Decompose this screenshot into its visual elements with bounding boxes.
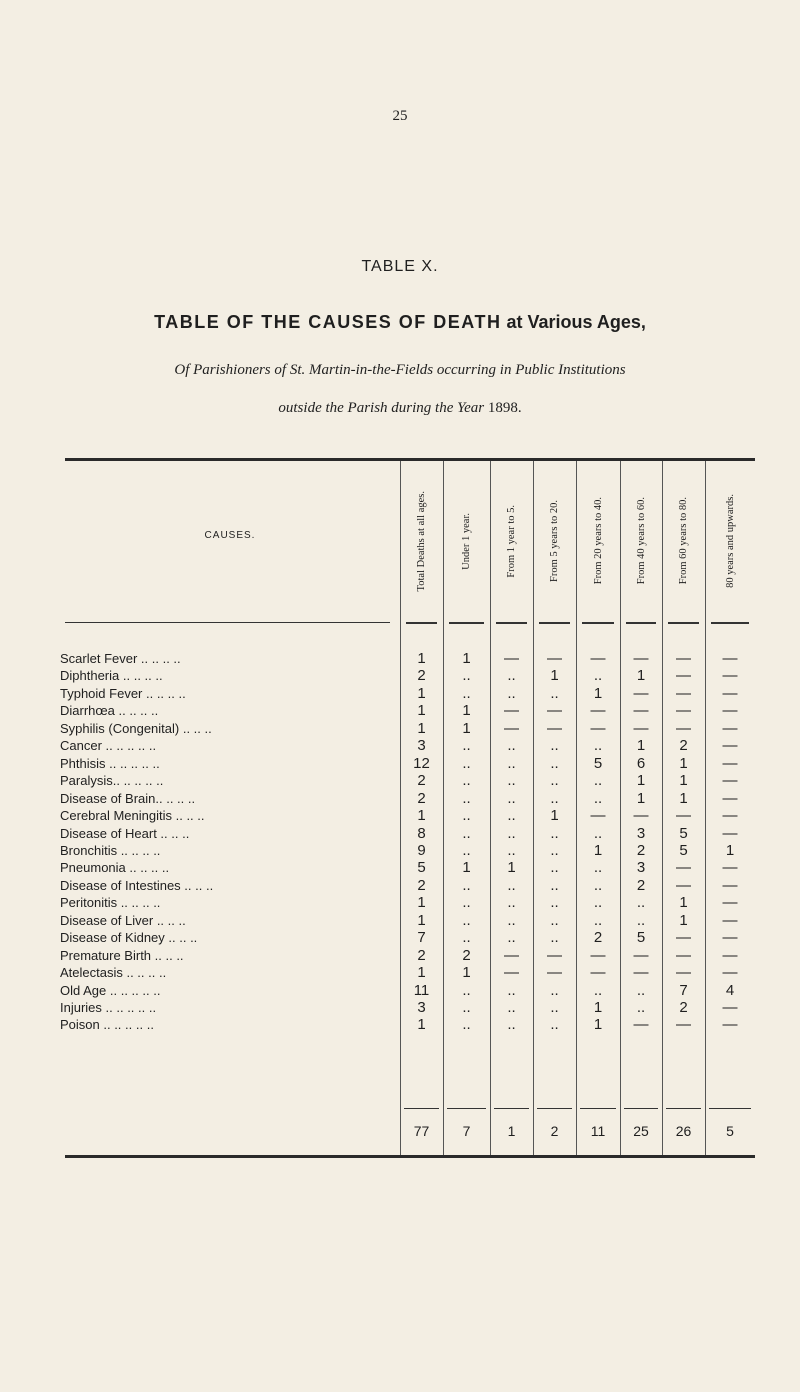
table-cell: .. [507,684,516,702]
table-cell: 1 [417,684,426,702]
table-cell: — [722,684,738,702]
table-cell: .. [462,772,471,790]
table-cell: — [547,702,562,720]
table-cell: — [590,719,606,737]
table-cell: .. [462,789,471,807]
total-underline [709,1108,751,1109]
table-cell: — [504,650,519,667]
table-cell: .. [593,824,603,842]
table-cell: .. [507,999,516,1016]
table-row [0,982,800,1000]
table-cell: 5 [636,929,646,947]
cause-label: Diarrhœa .. .. .. .. [60,703,159,719]
table-cell: — [722,650,738,667]
table-row [0,877,800,895]
column-header-6 [620,466,662,616]
cause-label: Cancer .. .. .. .. .. [60,738,157,754]
table-cell: 5 [679,841,688,859]
table-cell: .. [550,789,559,807]
table-cell: 1 [636,772,646,790]
table-cell: .. [550,894,559,912]
table-cell: .. [593,859,603,877]
total-cell: 2 [550,1123,559,1139]
table-cell: .. [550,876,559,894]
table-cell: — [676,667,691,685]
title-rest: at Various Ages, [506,312,646,332]
table-cell: — [722,737,738,755]
column-header-1 [400,466,443,616]
table-cell: — [504,964,519,982]
cause-label: Cerebral Meningitis .. .. .. [60,808,205,824]
table-cell: .. [593,789,603,807]
table-cell: — [722,894,738,912]
table-cell: .. [462,929,471,947]
table-cell: — [590,964,606,982]
table-cell: — [547,946,562,964]
table-cell: .. [462,824,471,842]
table-cell: — [590,650,606,667]
table-cell: — [676,946,691,964]
table-cell: — [676,684,691,702]
table-cell: 5 [679,824,688,842]
total-underline [447,1108,486,1109]
table-cell: 2 [636,876,646,894]
table-cell: — [722,754,738,772]
table-cell: .. [507,876,516,894]
table-cell: .. [636,999,646,1016]
table-cell: .. [593,911,603,929]
table-row [0,999,800,1017]
table-cell: .. [636,981,646,999]
table-row [0,755,800,773]
total-underline [580,1108,616,1109]
header-underline [496,622,527,624]
table-cell: .. [550,981,559,999]
column-header-label: From 5 years to 20. [549,500,560,582]
title-main: TABLE OF THE CAUSES OF DEATH [154,312,502,332]
table-cell: — [590,807,606,825]
table-cell: 2 [679,737,688,755]
table-row [0,702,800,720]
table-cell: .. [462,684,471,702]
table-cell: .. [550,737,559,755]
table-cell: — [590,702,606,720]
table-cell: .. [636,894,646,912]
table-cell: 2 [593,929,603,947]
table-cell: — [676,807,691,825]
total-cell: 7 [462,1123,471,1139]
table-cell: — [722,876,738,894]
table-row [0,685,800,703]
table-cell: 1 [679,894,688,912]
table-row [0,912,800,930]
table-cell: — [676,876,691,894]
table-cell: — [722,999,738,1016]
table-cell: — [676,859,691,877]
table-cell: .. [462,737,471,755]
subtitle-text: outside the Parish during the Year [278,400,485,416]
table-cell: .. [593,667,603,685]
table-cell: — [547,964,562,982]
table-row [0,720,800,738]
table-cell: — [676,964,691,982]
table-cell: 1 [725,841,735,859]
table-cell: — [722,824,738,842]
table-row [0,859,800,877]
table-cell: — [633,719,649,737]
table-cell: — [722,964,738,982]
table-cell: 1 [417,964,426,982]
table-cell: 1 [462,859,471,877]
table-cell: .. [550,684,559,702]
table-cell: — [722,807,738,825]
table-cell: 1 [507,859,516,877]
table-cell: 7 [417,929,426,947]
subtitle-line-1: Of Parishioners of St. Martin-in-the-Fields occurring in Public Institutions [174,362,626,378]
table-cell: 2 [417,667,426,685]
cause-label: Disease of Brain.. .. .. .. [60,790,196,806]
cause-label: Phthisis .. .. .. .. .. [60,755,160,771]
table-cell: 2 [417,772,426,790]
table-cell: 9 [417,841,426,859]
table-cell: — [633,1016,649,1034]
table-cell: .. [507,981,516,999]
cause-label: Scarlet Fever .. .. .. .. [60,651,181,666]
column-header-label: Total Deaths at all ages. [416,490,427,592]
table-cell: .. [550,911,559,929]
page-number: 25 [392,108,408,124]
table-row [0,964,800,982]
table-bottom-rule [65,1155,755,1158]
table-cell: .. [462,754,471,772]
table-cell: — [722,789,738,807]
table-row [0,1016,800,1034]
table-cell: 1 [636,667,646,685]
table-cell: .. [550,999,559,1016]
table-cell: — [722,702,738,720]
table-cell: .. [462,1016,471,1034]
table-cell: — [722,719,738,737]
table-cell: 1 [550,667,559,685]
table-row [0,772,800,790]
table-cell: — [722,946,738,964]
table-cell: — [676,702,691,720]
table-cell: .. [550,772,559,790]
column-header-2 [443,466,490,616]
table-cell: .. [462,876,471,894]
table-cell: 1 [417,1016,426,1034]
table-cell: 1 [593,1016,603,1034]
subtitle-year: 1898. [487,400,522,416]
table-cell: .. [550,859,559,877]
total-underline [404,1108,439,1109]
header-underline [406,622,437,624]
table-cell: — [633,807,649,825]
table-cell: 1 [417,650,426,667]
header-underline [626,622,656,624]
table-cell: .. [462,841,471,859]
table-cell: 4 [725,981,735,999]
table-cell: — [504,702,519,720]
page-title [0,312,800,333]
column-header-label: 80 years and upwards. [724,494,736,588]
table-cell: — [504,946,519,964]
table-cell: .. [636,911,646,929]
table-cell: .. [507,772,516,790]
table-cell: .. [550,754,559,772]
column-header-8 [705,466,755,616]
table-cell: .. [550,841,559,859]
table-cell: .. [462,999,471,1016]
table-cell: — [722,911,738,929]
table-top-rule [65,458,755,461]
table-row [0,807,800,825]
table-cell: 2 [679,999,688,1016]
table-cell: — [676,929,691,947]
total-cell: 77 [413,1123,430,1139]
column-header-label: From 20 years to 40. [592,497,604,585]
table-cell: 5 [417,859,426,877]
cause-label: Injuries .. .. .. .. .. [60,1000,157,1015]
cause-label: Paralysis.. .. .. .. .. [60,773,164,789]
table-cell: — [676,719,691,737]
table-cell: — [633,702,649,720]
table-cell: .. [462,667,471,685]
table-cell: .. [593,772,603,790]
total-cell: 26 [675,1123,692,1139]
table-cell: 1 [417,894,426,912]
cause-label: Poison .. .. .. .. .. [60,1017,154,1033]
table-cell: — [676,650,691,667]
table-row [0,667,800,685]
table-cell: 3 [636,824,646,842]
cause-label: Disease of Liver .. .. .. [60,912,186,928]
total-underline [666,1108,701,1109]
total-cell: 1 [507,1123,516,1139]
table-cell: — [590,946,606,964]
table-cell: — [633,684,649,702]
table-row [0,929,800,947]
table-cell: — [722,929,738,947]
cause-label: Peritonitis .. .. .. .. [60,895,161,911]
table-cell: .. [462,981,471,999]
table-cell: 1 [593,684,603,702]
column-header-3 [490,466,533,616]
header-underline [539,622,570,624]
header-underline [65,622,390,623]
table-cell: 1 [417,719,426,737]
table-cell: — [722,859,738,877]
table-cell: .. [593,894,603,912]
header-underline [668,622,699,624]
table-cell: 1 [636,789,646,807]
header-underline [449,622,484,624]
table-cell: 1 [679,754,688,772]
table-cell: 1 [679,789,688,807]
table-cell: 1 [417,702,426,720]
table-cell: — [722,772,738,790]
table-cell: 2 [417,876,426,894]
cause-label: Disease of Kidney .. .. .. [60,930,198,946]
table-cell: .. [507,737,516,755]
table-cell: 7 [679,981,688,999]
table-cell: 3 [636,859,646,877]
table-cell: 3 [417,999,426,1016]
table-cell: 1 [417,911,426,929]
cause-label: Premature Birth .. .. .. [60,947,184,963]
column-header-7 [662,466,705,616]
column-header-label: From 1 year to 5. [506,504,517,578]
table-cell: 1 [593,999,603,1016]
table-cell: .. [593,737,603,755]
table-cell: 2 [636,841,646,859]
cause-label: Bronchitis .. .. .. .. [60,842,161,858]
table-cell: 1 [417,807,426,825]
table-cell: — [722,1016,738,1034]
table-cell: 8 [417,824,426,842]
column-header-label: From 60 years to 80. [678,497,689,585]
table-cell: — [633,964,649,982]
cause-label: Diphtheria .. .. .. .. [60,668,163,684]
table-cell: 1 [462,702,471,720]
table-cell: — [722,667,738,685]
column-header-4 [533,466,576,616]
table-cell: .. [507,1016,516,1034]
cause-label: Typhoid Fever .. .. .. .. [60,685,186,701]
subtitle-line-2 [0,400,800,417]
table-cell: .. [507,929,516,947]
table-row [0,947,800,965]
table-cell: .. [507,894,516,912]
table-cell: .. [507,754,516,772]
header-underline [582,622,614,624]
total-cell: 11 [590,1123,606,1139]
total-cell: 5 [726,1123,734,1139]
table-cell: — [547,719,562,737]
table-cell: .. [462,894,471,912]
table-row [0,842,800,860]
table-cell: 5 [593,754,603,772]
cause-label: Disease of Intestines .. .. .. [60,877,214,893]
table-cell: .. [507,841,516,859]
table-cell: 6 [636,754,646,772]
table-cell: .. [507,789,516,807]
table-cell: .. [462,911,471,929]
total-cell: 25 [633,1123,649,1139]
table-cell: 1 [550,807,559,825]
table-row [0,650,800,668]
header-underline [711,622,749,624]
table-cell: 11 [413,981,430,999]
column-header-5 [576,466,620,616]
column-header-label: Under 1 year. [461,512,472,570]
table-row [0,790,800,808]
table-cell: .. [462,807,471,825]
table-cell: .. [593,876,603,894]
table-cell: .. [550,929,559,947]
table-cell: .. [507,824,516,842]
table-row [0,825,800,843]
cause-label: Pneumonia .. .. .. .. [60,860,170,876]
table-cell: .. [550,1016,559,1034]
cause-label: Atelectasis .. .. .. .. [60,965,167,981]
table-cell: .. [507,807,516,825]
total-underline [624,1108,658,1109]
table-cell: 2 [417,946,426,964]
causes-column-header: CAUSES. [204,530,256,541]
cause-label: Disease of Heart .. .. .. [60,825,190,841]
table-cell: — [633,946,649,964]
table-row [0,894,800,912]
table-cell: .. [550,824,559,842]
table-cell: 1 [462,650,471,667]
table-cell: 12 [413,754,430,772]
total-underline [537,1108,572,1109]
column-header-label: From 40 years to 60. [635,497,647,585]
table-cell: — [676,1016,691,1034]
table-cell: 2 [417,789,426,807]
table-cell: — [504,719,519,737]
table-cell: 1 [462,719,471,737]
table-label: TABLE X. [361,258,439,275]
table-cell: 1 [636,737,646,755]
table-cell: — [633,650,649,667]
table-row [0,737,800,755]
table-cell: 1 [462,964,471,982]
table-cell: .. [507,911,516,929]
table-cell: 1 [679,911,688,929]
table-cell: .. [593,981,603,999]
table-cell: .. [507,667,516,685]
table-cell: 1 [593,841,603,859]
cause-label: Syphilis (Congenital) .. .. .. [60,720,212,736]
table-cell: 3 [417,737,426,755]
table-cell: 1 [679,772,688,790]
table-cell: — [547,650,562,667]
total-underline [494,1108,529,1109]
table-cell: 2 [462,946,471,964]
cause-label: Old Age .. .. .. .. .. [60,982,161,998]
